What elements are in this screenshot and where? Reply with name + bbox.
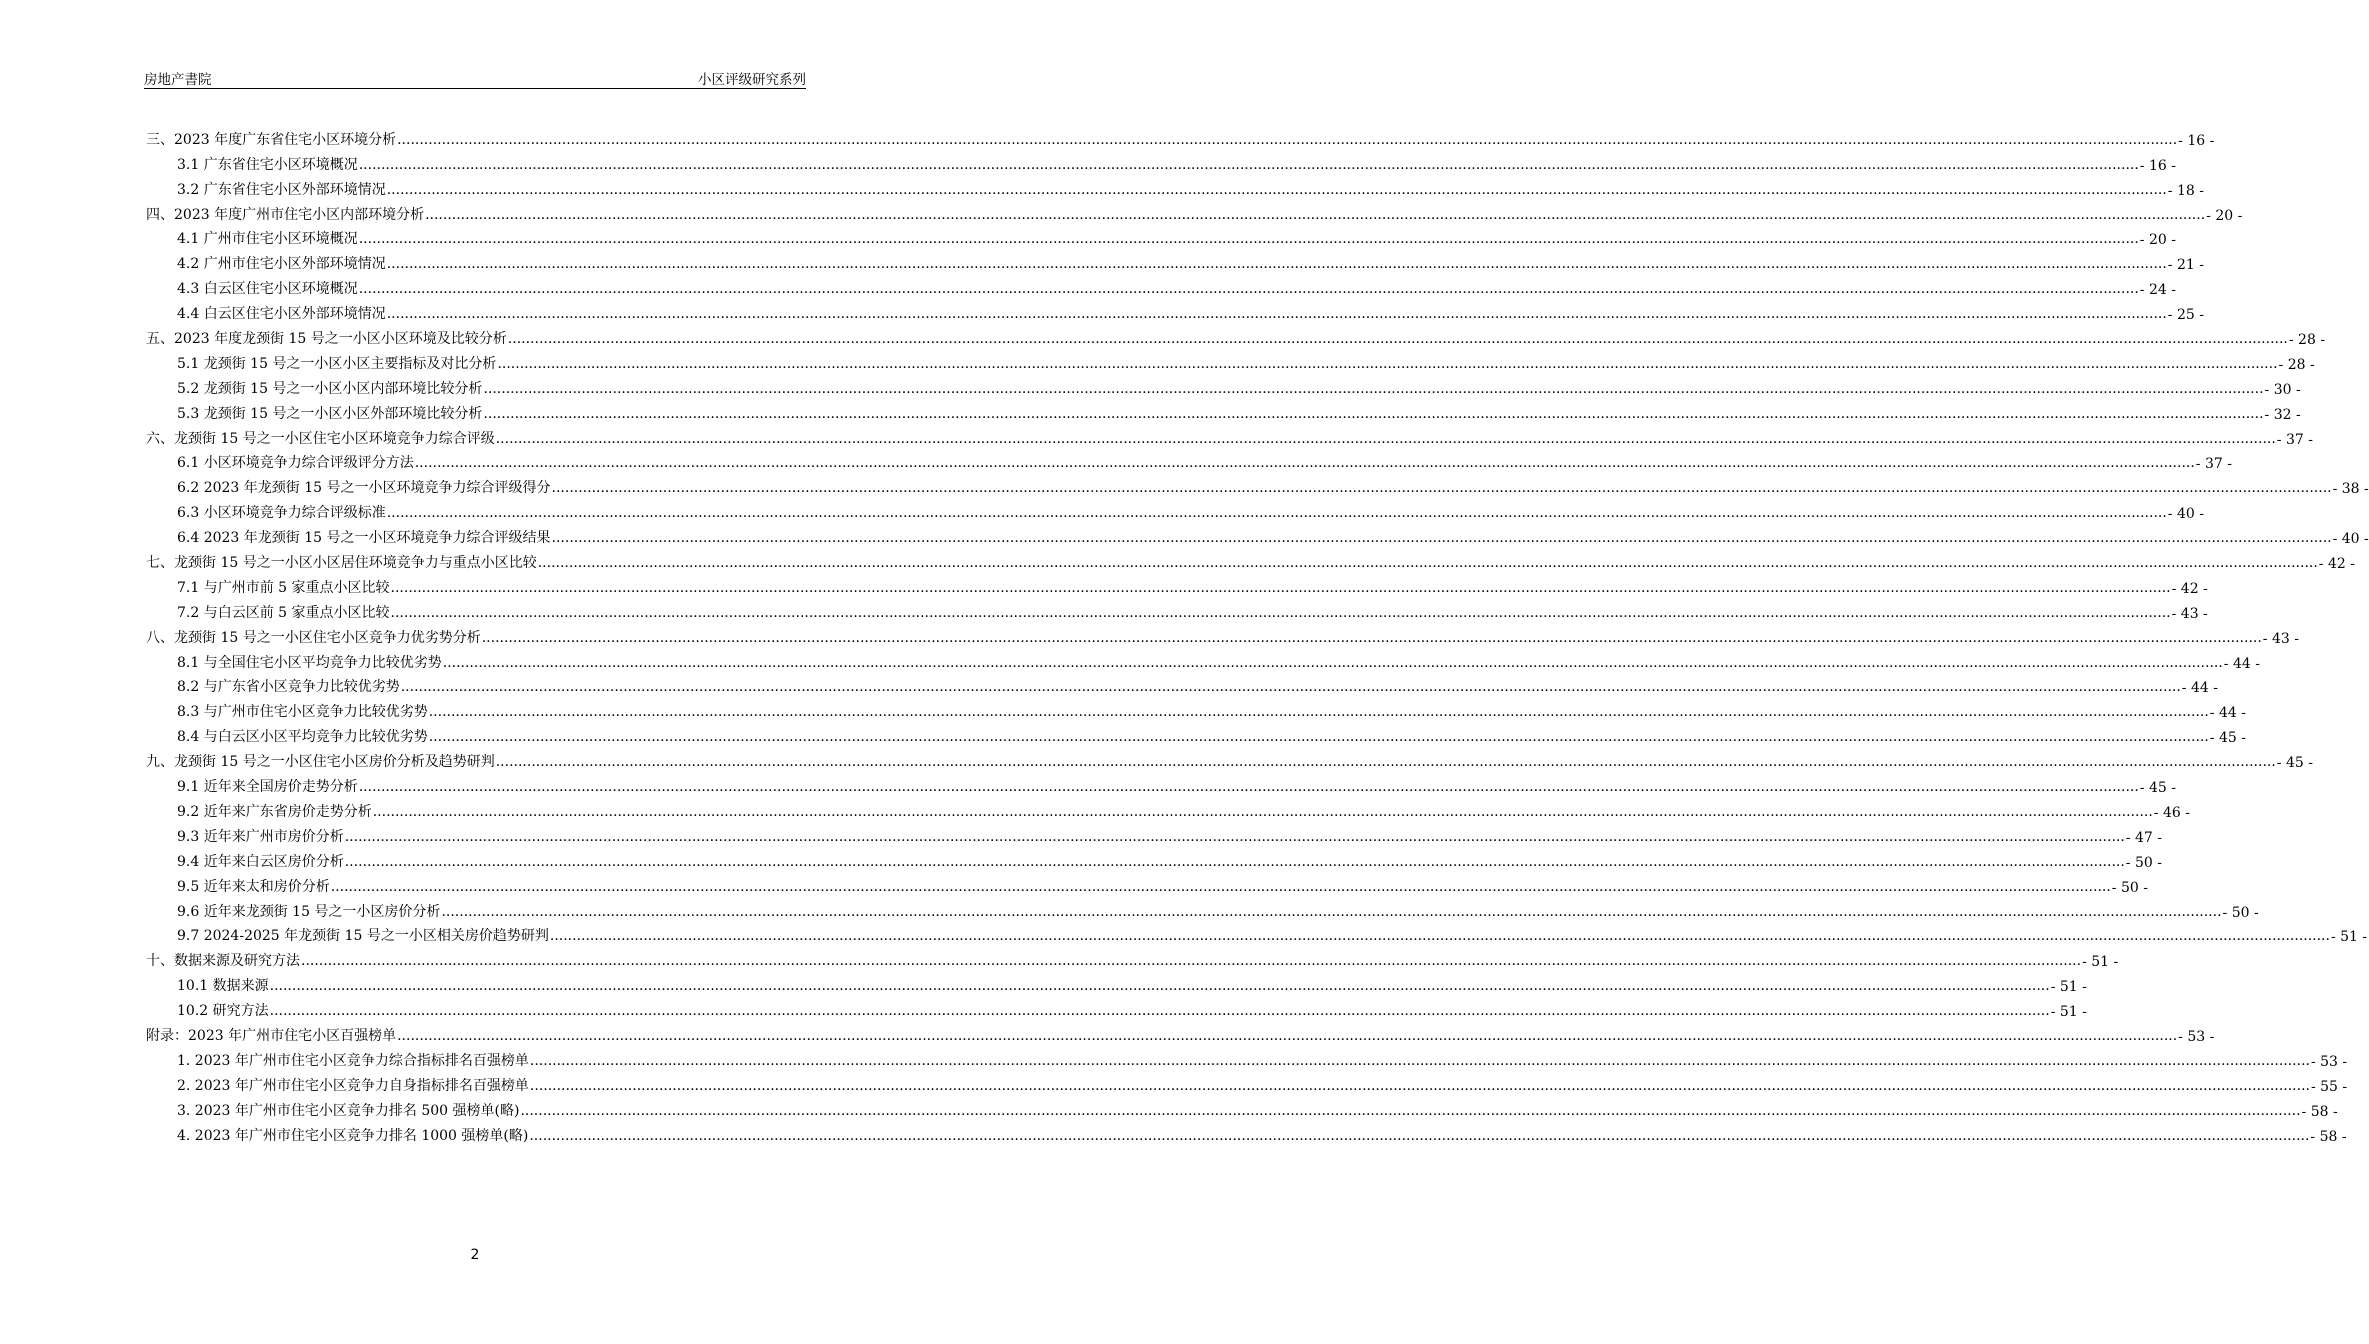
toc-entry-section[interactable] [146, 174, 2204, 199]
toc-entry-page: - 37 - [2195, 456, 2232, 473]
toc-entry-section[interactable] [146, 472, 2369, 498]
toc-entry-section[interactable] [146, 348, 2315, 373]
toc-leader-dots: ................................................................................................................................................................................................................................................................................................................................................................................................................ [529, 1052, 2310, 1069]
toc-entry-section[interactable] [146, 298, 2204, 324]
toc-entry-title: 6.3 小区环境竞争力综合评级标准 [177, 505, 386, 522]
toc-leader-dots: ................................................................................................................................................................................................................................................................................................................................................................................................................ [551, 480, 2332, 497]
toc-entry-page: - 30 - [2264, 381, 2301, 398]
toc-entry-title: 十、数据来源及研究方法 [146, 953, 300, 970]
toc-entry-section[interactable] [146, 497, 2204, 523]
toc-entry-page: - 42 - [2318, 556, 2355, 573]
toc-leader-dots: ................................................................................................................................................................................................................................................................................................................................................................................................................ [386, 505, 2167, 522]
toc-entry-title: 4. 2023 年广州市住宅小区竞争力排名 1000 强榜单(略) [177, 1127, 529, 1144]
toc-entry-page: - 50 - [2125, 854, 2162, 871]
toc-entry-section[interactable] [146, 871, 2148, 896]
toc-entry-title: 附录：2023 年广州市住宅小区百强榜单 [146, 1027, 397, 1044]
toc-entry-title: 三、2023 年度广东省住宅小区环境分析 [146, 131, 397, 148]
toc-entry-title: 9.1 近年来全国房价走势分析 [177, 779, 358, 796]
toc-entry-page: - 44 - [2223, 655, 2260, 672]
toc-entry-page: - 44 - [2209, 705, 2246, 722]
toc-leader-dots: ................................................................................................................................................................................................................................................................................................................................................................................................................ [397, 131, 2178, 148]
toc-entry-title: 10.1 数据来源 [177, 978, 269, 995]
toc-leader-dots: ................................................................................................................................................................................................................................................................................................................................................................................................................ [372, 803, 2153, 820]
toc-leader-dots: ................................................................................................................................................................................................................................................................................................................................................................................................................ [301, 953, 2082, 970]
toc-entry-chapter[interactable] [146, 199, 2243, 224]
toc-leader-dots: ................................................................................................................................................................................................................................................................................................................................................................................................................ [442, 654, 2223, 671]
toc-entry-title: 1. 2023 年广州市住宅小区竞争力综合指标排名百强榜单 [177, 1052, 529, 1069]
toc-entry-title: 七、龙颈街 15 号之一小区小区居住环境竞争力与重点小区比较 [146, 555, 537, 572]
toc-entry-section[interactable] [146, 572, 2208, 597]
toc-entry-title: 2. 2023 年广州市住宅小区竞争力自身指标排名百强榜单 [177, 1077, 529, 1094]
toc-leader-dots: ................................................................................................................................................................................................................................................................................................................................................................................................................ [483, 380, 2264, 397]
toc-leader-dots: ................................................................................................................................................................................................................................................................................................................................................................................................................ [358, 779, 2139, 796]
toc-entry-page: - 44 - [2181, 680, 2218, 697]
toc-entry-title: 6.4 2023 年龙颈街 15 号之一小区环境竞争力综合评级结果 [177, 530, 551, 547]
toc-entry-title: 3.2 广东省住宅小区外部环境情况 [177, 181, 386, 198]
toc-entry-title: 10.2 研究方法 [177, 1003, 269, 1020]
toc-entry-page: - 40 - [2332, 531, 2369, 548]
toc-entry-title: 八、龙颈街 15 号之一小区住宅小区竞争力优劣势分析 [146, 629, 481, 646]
toc-leader-dots: ................................................................................................................................................................................................................................................................................................................................................................................................................ [344, 828, 2125, 845]
toc-leader-dots: ................................................................................................................................................................................................................................................................................................................................................................................................................ [400, 679, 2181, 696]
page-header [144, 68, 806, 89]
toc-entry-section[interactable] [146, 1095, 2338, 1120]
toc-entry-title: 9.5 近年来太和房价分析 [177, 878, 330, 895]
toc-entry-section[interactable] [146, 373, 2301, 398]
toc-entry-page: - 25 - [2167, 307, 2204, 324]
toc-entry-page: - 51 - [2050, 1004, 2087, 1021]
toc-entry-title: 6.1 小区环境竞争力综合评级评分方法 [177, 455, 414, 472]
toc-entry-title: 5.3 龙颈街 15 号之一小区小区外部环境比较分析 [177, 405, 483, 422]
toc-entry-section[interactable] [146, 224, 2176, 249]
toc-entry-chapter[interactable] [146, 945, 2119, 971]
toc-entry-page: - 51 - [2082, 954, 2119, 971]
page-number: 2 [470, 1247, 480, 1263]
toc-leader-dots: ................................................................................................................................................................................................................................................................................................................................................................................................................ [386, 306, 2167, 323]
toc-entry-chapter[interactable] [146, 423, 2313, 448]
toc-entry-page: - 18 - [2167, 182, 2204, 199]
toc-leader-dots: ................................................................................................................................................................................................................................................................................................................................................................................................................ [358, 281, 2139, 298]
toc-entry-section[interactable] [146, 672, 2218, 697]
toc-entry-section[interactable] [146, 597, 2208, 622]
toc-entry-chapter[interactable] [146, 622, 2299, 647]
toc-entry-title: 9.3 近年来广州市房价分析 [177, 828, 344, 845]
toc-entry-section[interactable] [146, 796, 2190, 821]
toc-entry-title: 8.2 与广东省小区竞争力比较优劣势 [177, 679, 400, 696]
toc-leader-dots: ................................................................................................................................................................................................................................................................................................................................................................................................................ [269, 978, 2050, 995]
toc-entry-section[interactable] [146, 846, 2162, 871]
toc-entry-section[interactable] [146, 448, 2232, 473]
toc-entry-page: - 24 - [2139, 282, 2176, 299]
toc-entry-page: - 43 - [2262, 630, 2299, 647]
toc-entry-page: - 51 - [2330, 929, 2368, 946]
toc-leader-dots: ................................................................................................................................................................................................................................................................................................................................................................................................................ [344, 853, 2125, 870]
toc-entry-section[interactable] [146, 1045, 2348, 1070]
toc-leader-dots: ................................................................................................................................................................................................................................................................................................................................................................................................................ [520, 1102, 2301, 1119]
toc-leader-dots: ................................................................................................................................................................................................................................................................................................................................................................................................................ [390, 579, 2171, 596]
toc-entry-section[interactable] [146, 647, 2260, 672]
toc-entry-section[interactable] [146, 896, 2259, 921]
toc-entry-title: 8.1 与全国住宅小区平均竞争力比较优劣势 [177, 654, 442, 671]
toc-entry-section[interactable] [146, 995, 2087, 1021]
toc-entry-title: 3.1 广东省住宅小区环境概况 [177, 156, 358, 173]
toc-entry-chapter[interactable] [146, 1020, 2215, 1045]
toc-leader-dots: ................................................................................................................................................................................................................................................................................................................................................................................................................ [425, 206, 2206, 223]
toc-leader-dots: ................................................................................................................................................................................................................................................................................................................................................................................................................ [481, 629, 2262, 646]
toc-entry-title: 9.4 近年来白云区房价分析 [177, 853, 344, 870]
toc-entry-title: 8.4 与白云区小区平均竞争力比较优劣势 [177, 729, 428, 746]
toc-leader-dots: ................................................................................................................................................................................................................................................................................................................................................................................................................ [358, 156, 2139, 173]
toc-entry-title: 六、龙颈街 15 号之一小区住宅小区环境竞争力综合评级 [146, 430, 495, 447]
toc-entry-title: 四、2023 年度广州市住宅小区内部环境分析 [146, 206, 425, 223]
toc-entry-section[interactable] [146, 248, 2204, 274]
toc-leader-dots: ................................................................................................................................................................................................................................................................................................................................................................................................................ [529, 1077, 2310, 1094]
toc-entry-section[interactable] [146, 921, 2368, 946]
toc-entry-page: - 20 - [2206, 207, 2243, 224]
toc-entry-title: 五、2023 年度龙颈街 15 号之一小区小区环境及比较分析 [146, 331, 507, 348]
toc-entry-page: - 46 - [2153, 804, 2190, 821]
toc-entry-title: 4.3 白云区住宅小区环境概况 [177, 281, 358, 298]
toc-entry-page: - 37 - [2276, 431, 2313, 448]
toc-entry-title: 5.1 龙颈街 15 号之一小区小区主要指标及对比分析 [177, 355, 497, 372]
toc-entry-page: - 28 - [2288, 332, 2326, 349]
toc-entry-title: 3. 2023 年广州市住宅小区竞争力排名 500 强榜单(略) [177, 1102, 520, 1119]
toc-leader-dots: ................................................................................................................................................................................................................................................................................................................................................................................................................ [529, 1127, 2310, 1144]
toc-entry-page: - 50 - [2222, 904, 2259, 921]
toc-entry-section[interactable] [146, 696, 2246, 722]
toc-leader-dots: ................................................................................................................................................................................................................................................................................................................................................................................................................ [483, 405, 2264, 422]
toc-entry-page: - 58 - [2301, 1103, 2338, 1120]
toc-entry-page: - 42 - [2171, 580, 2208, 597]
toc-entry-page: - 20 - [2139, 232, 2176, 249]
toc-leader-dots: ................................................................................................................................................................................................................................................................................................................................................................................................................ [269, 1003, 2050, 1020]
toc-leader-dots: ................................................................................................................................................................................................................................................................................................................................................................................................................ [428, 729, 2209, 746]
toc-entry-page: - 43 - [2171, 605, 2208, 622]
toc-entry-page: - 32 - [2264, 406, 2301, 423]
toc-entry-section[interactable] [146, 273, 2176, 299]
toc-entry-title: 6.2 2023 年龙颈街 15 号之一小区环境竞争力综合评级得分 [177, 480, 551, 497]
toc-entry-title: 5.2 龙颈街 15 号之一小区小区内部环境比较分析 [177, 380, 483, 397]
toc-entry-section[interactable] [146, 149, 2176, 174]
toc-entry-chapter[interactable] [146, 547, 2355, 573]
toc-entry-section[interactable] [146, 1070, 2348, 1095]
toc-entry-page: - 45 - [2209, 730, 2246, 747]
toc-entry-title: 4.2 广州市住宅小区外部环境情况 [177, 256, 386, 273]
toc-leader-dots: ................................................................................................................................................................................................................................................................................................................................................................................................................ [497, 355, 2278, 372]
toc-entry-page: - 16 - [2178, 132, 2215, 149]
toc-entry-title: 9.7 2024-2025 年龙颈街 15 号之一小区相关房价趋势研判 [177, 928, 549, 945]
toc-entry-page: - 45 - [2139, 780, 2176, 797]
toc-leader-dots: ................................................................................................................................................................................................................................................................................................................................................................................................................ [428, 704, 2209, 721]
toc-leader-dots: ................................................................................................................................................................................................................................................................................................................................................................................................................ [441, 903, 2222, 920]
toc-leader-dots: ................................................................................................................................................................................................................................................................................................................................................................................................................ [386, 181, 2167, 198]
toc-leader-dots: ................................................................................................................................................................................................................................................................................................................................................................................................................ [537, 555, 2318, 572]
toc-entry-section[interactable] [146, 771, 2176, 797]
toc-leader-dots: ................................................................................................................................................................................................................................................................................................................................................................................................................ [495, 754, 2276, 771]
toc-entry-title: 九、龙颈街 15 号之一小区住宅小区房价分析及趋势研判 [146, 754, 495, 771]
table-of-contents [146, 124, 2369, 1145]
toc-leader-dots: ................................................................................................................................................................................................................................................................................................................................................................................................................ [414, 455, 2195, 472]
toc-leader-dots: ................................................................................................................................................................................................................................................................................................................................................................................................................ [358, 231, 2139, 248]
toc-leader-dots: ................................................................................................................................................................................................................................................................................................................................................................................................................ [386, 256, 2167, 273]
toc-entry-title: 9.2 近年来广东省房价走势分析 [177, 803, 372, 820]
toc-entry-title: 7.2 与白云区前 5 家重点小区比较 [177, 604, 390, 621]
toc-leader-dots: ................................................................................................................................................................................................................................................................................................................................................................................................................ [397, 1027, 2178, 1044]
toc-entry-title: 4.1 广州市住宅小区环境概况 [177, 231, 358, 248]
toc-leader-dots: ................................................................................................................................................................................................................................................................................................................................................................................................................ [330, 878, 2111, 895]
toc-entry-section[interactable] [146, 970, 2087, 996]
toc-entry-section[interactable] [146, 721, 2246, 747]
toc-entry-page: - 50 - [2111, 879, 2148, 896]
toc-entry-title: 9.6 近年来龙颈街 15 号之一小区房价分析 [177, 903, 441, 920]
toc-entry-page: - 53 - [2310, 1053, 2348, 1070]
toc-entry-page: - 51 - [2050, 979, 2087, 996]
toc-leader-dots: ................................................................................................................................................................................................................................................................................................................................................................................................................ [495, 430, 2276, 447]
toc-entry-page: - 47 - [2125, 829, 2162, 846]
toc-entry-page: - 28 - [2278, 356, 2315, 373]
toc-entry-page: - 55 - [2310, 1078, 2348, 1095]
toc-entry-page: - 53 - [2178, 1028, 2215, 1045]
toc-entry-page: - 58 - [2310, 1128, 2347, 1145]
toc-entry-title: 4.4 白云区住宅小区外部环境情况 [177, 306, 386, 323]
toc-entry-page: - 21 - [2167, 257, 2204, 274]
toc-entry-chapter[interactable] [146, 323, 2326, 349]
toc-entry-section[interactable] [146, 522, 2369, 548]
toc-entry-page: - 16 - [2139, 157, 2176, 174]
toc-entry-title: 8.3 与广州市住宅小区竞争力比较优劣势 [177, 704, 428, 721]
toc-entry-chapter[interactable] [146, 746, 2313, 772]
toc-entry-section[interactable] [146, 821, 2162, 846]
toc-leader-dots: ................................................................................................................................................................................................................................................................................................................................................................................................................ [549, 928, 2330, 945]
toc-entry-chapter[interactable] [146, 124, 2215, 149]
header-right-title: 小区评级研究系列 [698, 72, 806, 88]
toc-entry-section[interactable] [146, 398, 2301, 423]
toc-entry-section[interactable] [146, 1120, 2347, 1145]
header-left-title: 房地产書院 [144, 72, 212, 88]
toc-leader-dots: ................................................................................................................................................................................................................................................................................................................................................................................................................ [507, 331, 2288, 348]
toc-leader-dots: ................................................................................................................................................................................................................................................................................................................................................................................................................ [390, 604, 2171, 621]
toc-entry-page: - 45 - [2276, 755, 2313, 772]
toc-entry-title: 7.1 与广州市前 5 家重点小区比较 [177, 579, 390, 596]
toc-leader-dots: ................................................................................................................................................................................................................................................................................................................................................................................................................ [551, 530, 2332, 547]
toc-entry-page: - 40 - [2167, 506, 2204, 523]
toc-entry-page: - 38 - [2332, 481, 2369, 498]
